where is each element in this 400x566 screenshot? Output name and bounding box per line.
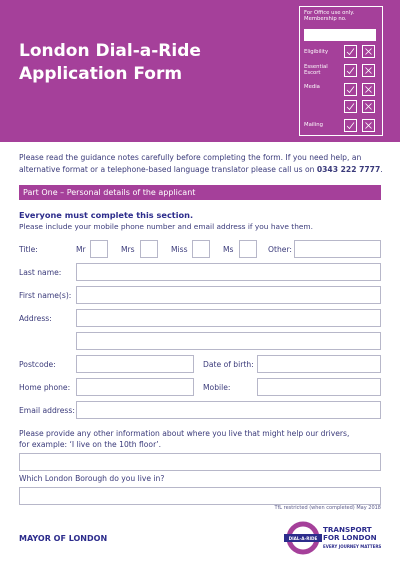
escort-yes-box[interactable] [344, 64, 357, 77]
cross-icon [363, 84, 374, 95]
escort-no-box[interactable] [362, 64, 375, 77]
title-mr-label: Mr [76, 245, 86, 254]
mailing-no-box[interactable] [362, 119, 375, 132]
title-label: Title: [19, 245, 38, 254]
home-phone-field[interactable] [76, 378, 194, 396]
eligibility-label: Eligibility [304, 49, 329, 55]
office-use-label: For Office use only. [304, 10, 355, 16]
borough-label: Which London Borough do you live in? [19, 474, 165, 483]
date-of-birth-field[interactable] [257, 355, 381, 373]
postcode-field[interactable] [76, 355, 194, 373]
last-name-label: Last name: [19, 268, 62, 277]
section-instruction: Everyone must complete this section. [19, 210, 194, 220]
cross-icon [363, 120, 374, 131]
home-phone-label: Home phone: [19, 383, 71, 392]
other-info-prompt: Please provide any other information about where you live that might help our drivers, for example: ‘I live on the 10th floor’. [19, 429, 350, 449]
mobile-label: Mobile: [203, 383, 231, 392]
email-label: Email address: [19, 406, 75, 415]
eligibility-no-box[interactable] [362, 45, 375, 58]
first-names-label: First name(s): [19, 291, 72, 300]
media-label: Media [304, 84, 320, 90]
other-info-field[interactable] [19, 453, 381, 471]
helpline-phone: 0343 222 7777 [316, 165, 381, 174]
dial-a-ride-roundel-icon [283, 520, 323, 556]
title-other-field[interactable] [294, 240, 381, 258]
eligibility-yes-box[interactable] [344, 45, 357, 58]
media-box-2[interactable] [362, 83, 375, 96]
address-line-2-field[interactable] [76, 332, 381, 350]
essential-escort-label: Essential Escort [304, 64, 328, 76]
media-box-1[interactable] [344, 83, 357, 96]
title-mrs-checkbox[interactable] [140, 240, 158, 258]
media-box-4[interactable] [362, 100, 375, 113]
cross-icon [363, 46, 374, 57]
mailing-label: Mailing [304, 122, 323, 128]
email-field[interactable] [76, 401, 381, 419]
title-ms-label: Ms [223, 245, 234, 254]
title-line-2: Application Form [19, 64, 183, 84]
tfl-wordmark: TRANSPORT FOR LONDON [323, 525, 377, 542]
header-banner [0, 0, 400, 142]
title-miss-checkbox[interactable] [192, 240, 210, 258]
tick-icon [345, 120, 356, 131]
roundel-text: DIAL-A-RIDE [288, 536, 318, 542]
cross-icon [363, 101, 374, 112]
title-mrs-label: Mrs [121, 245, 135, 254]
section-subinstruction: Please include your mobile phone number and email address if you have them. [19, 222, 313, 231]
tick-icon [345, 84, 356, 95]
part-one-heading: Part One – Personal details of the applicant [19, 185, 381, 200]
first-names-field[interactable] [76, 286, 381, 304]
borough-field[interactable] [19, 487, 381, 505]
tick-icon [345, 46, 356, 57]
mobile-field[interactable] [257, 378, 381, 396]
title-line-1: London Dial-a-Ride [19, 41, 201, 61]
address-line-1-field[interactable] [76, 309, 381, 327]
restriction-note: TfL restricted (when completed) May 2018 [274, 505, 381, 511]
media-box-3[interactable] [344, 100, 357, 113]
form-title [19, 40, 201, 86]
tfl-tagline: EVERY JOURNEY MATTERS [323, 544, 382, 549]
title-other-label: Other: [268, 245, 292, 254]
cross-icon [363, 65, 374, 76]
tick-icon [345, 101, 356, 112]
title-ms-checkbox[interactable] [239, 240, 257, 258]
date-of-birth-label: Date of birth: [203, 360, 254, 369]
last-name-field[interactable] [76, 263, 381, 281]
postcode-label: Postcode: [19, 360, 56, 369]
address-label: Address: [19, 314, 52, 323]
title-miss-label: Miss [171, 245, 188, 254]
tick-icon [345, 65, 356, 76]
membership-number-field[interactable] [304, 29, 376, 41]
tfl-logo [283, 520, 383, 556]
title-mr-checkbox[interactable] [90, 240, 108, 258]
membership-label: Membership no. [304, 16, 347, 22]
intro-paragraph: Please read the guidance notes carefully before completing the form. If you need help, an alternative format or a telephone-based language translator please call us on 0343 222 7777. [19, 153, 383, 174]
office-use-box [299, 6, 383, 136]
mailing-yes-box[interactable] [344, 119, 357, 132]
mayor-of-london-logo: MAYOR OF LONDON [19, 534, 108, 543]
